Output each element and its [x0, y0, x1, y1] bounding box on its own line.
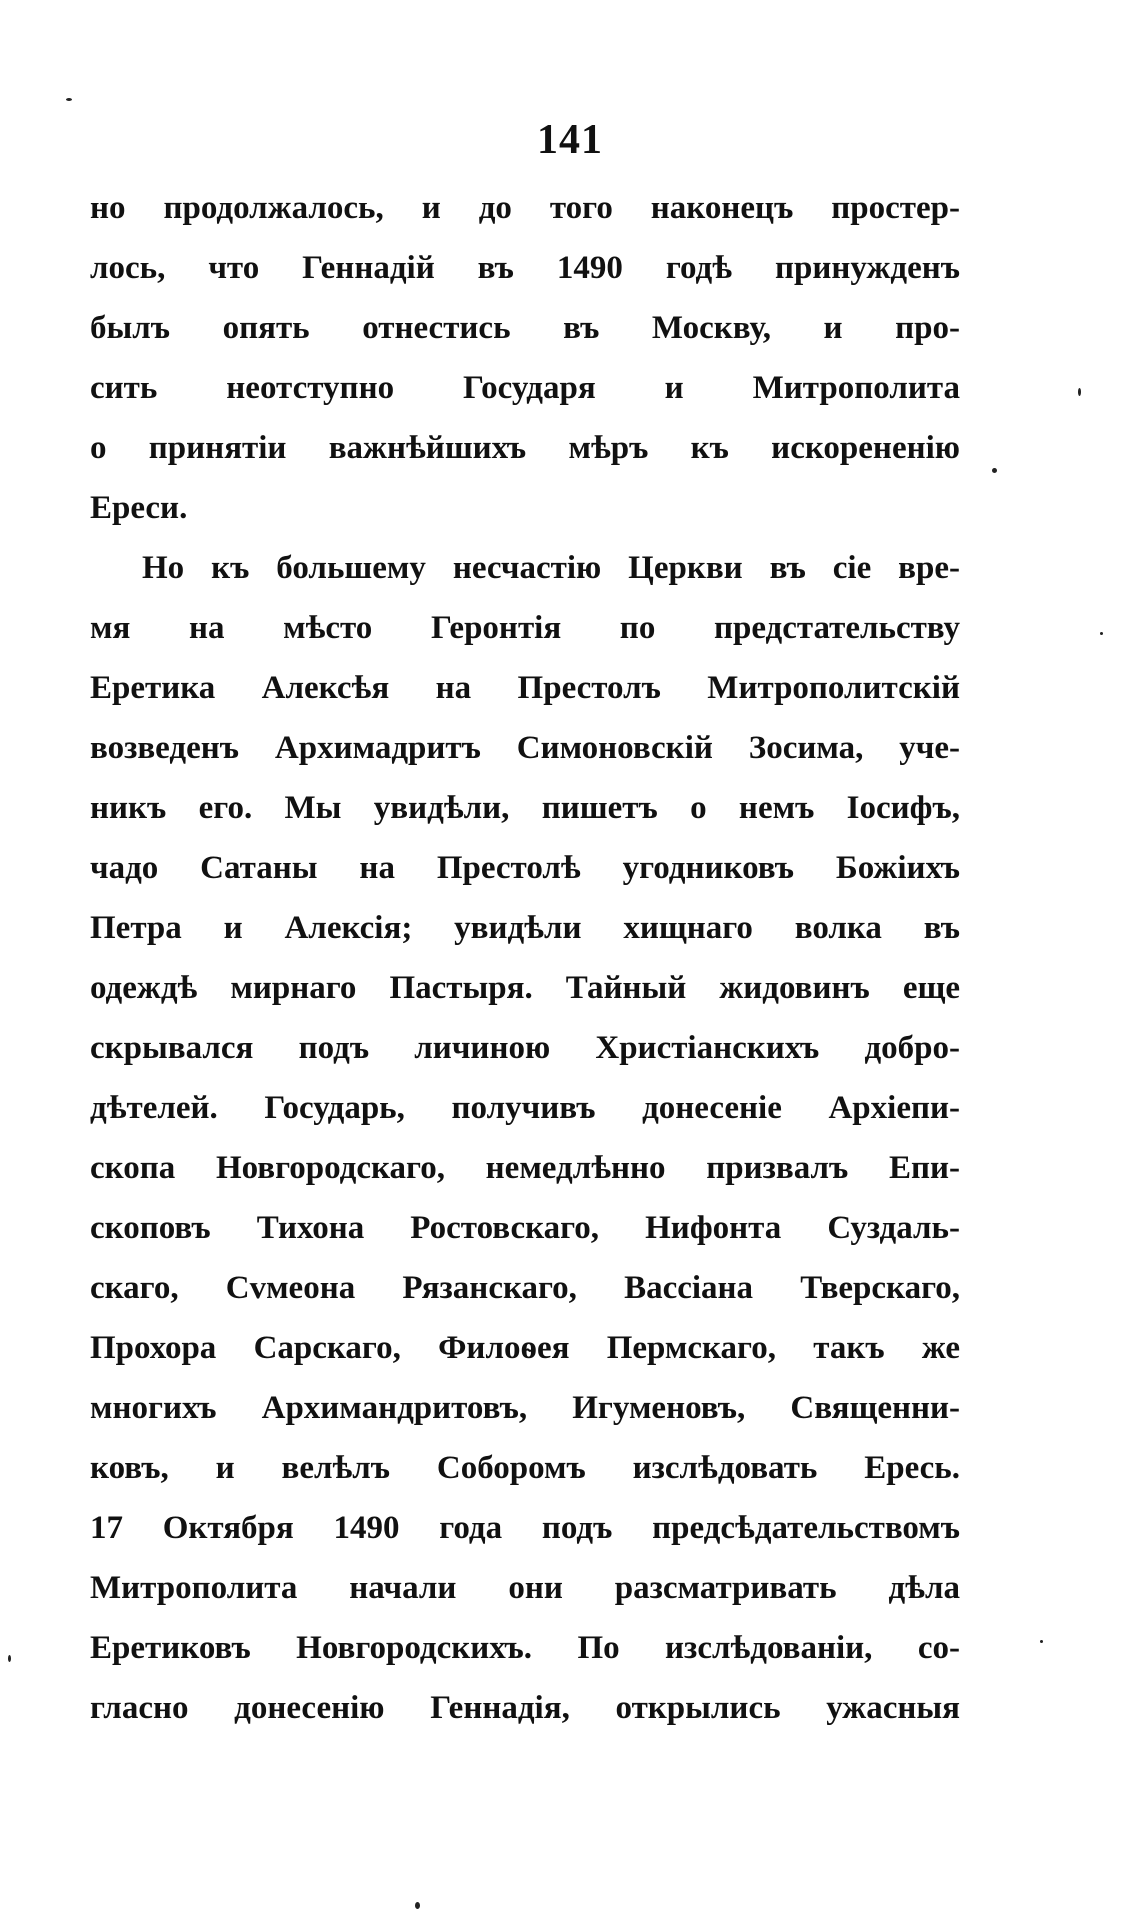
text-line: ковъ, и велѣлъ Соборомъ изслѣдовать Ересь. [90, 1450, 960, 1486]
text-line: Еретиковъ Новгородскихъ. По изслѣдованіи, со- [90, 1630, 960, 1666]
text-line: Ереси. [90, 490, 188, 526]
text-line: одеждѣ мирнаго Пастыря. Тайный жидовинъ еще [90, 970, 960, 1006]
scan-speck [1040, 1640, 1043, 1643]
text-line: скопа Новгородскаго, немедлѣнно призвалъ Епи- [90, 1150, 960, 1186]
body-text [90, 178, 960, 1738]
scan-speck [415, 1902, 420, 1909]
text-line: скрывался подъ личиною Христіанскихъ добро- [90, 1030, 960, 1066]
text-line: дѣтелей. Государь, получивъ донесеніе Архіепи- [90, 1090, 960, 1126]
scan-speck [66, 98, 72, 101]
text-line: былъ опять отнестись въ Москву, и про- [90, 310, 960, 346]
text-line: гласно донесенію Геннадія, открылись ужасныя [90, 1690, 960, 1726]
text-line: но продолжалось, и до того наконецъ простер- [90, 190, 960, 226]
text-line: лось, что Геннадій въ 1490 годѣ принужденъ [90, 250, 960, 286]
text-line: мя на мѣсто Геронтія по предстательству [90, 610, 960, 646]
page-number: 141 [537, 117, 603, 163]
text-line: чадо Сатаны на Престолѣ угодниковъ Божіихъ [90, 850, 960, 886]
text-line: скаго, Сvмеона Рязанскаго, Вассіана Тверскаго, [90, 1270, 960, 1306]
scan-speck [1078, 388, 1081, 396]
text-line: многихъ Архимандритовъ, Игуменовъ, Священни- [90, 1390, 960, 1426]
text-line: Еретика Алексѣя на Престолъ Митрополитскій [90, 670, 960, 706]
scan-speck [992, 468, 997, 473]
text-line: скоповъ Тихона Ростовскаго, Нифонта Суздаль- [90, 1210, 960, 1246]
text-line: о принятіи важнѣйшихъ мѣръ къ искорененію [90, 430, 960, 466]
text-line: сить неотступно Государя и Митрополита [90, 370, 960, 406]
scan-speck [8, 1655, 11, 1662]
text-line: возведенъ Архимадритъ Симоновскій Зосима, уче- [90, 730, 960, 766]
text-line: никъ его. Мы увидѣли, пишетъ о немъ Іосифъ, [90, 790, 960, 826]
text-line: Прохора Сарскаго, Филоѳея Пермскаго, такъ же [90, 1330, 960, 1366]
paragraph-first-line: Но къ большему несчастію Церкви въ сіе вре- [142, 550, 960, 586]
text-line: Петра и Алексія; увидѣли хищнаго волка въ [90, 910, 960, 946]
text-line: Митрополита начали они разсматривать дѣла [90, 1570, 960, 1606]
text-line: 17 Октября 1490 года подъ предсѣдательствомъ [90, 1510, 960, 1546]
scan-speck [1100, 632, 1103, 635]
